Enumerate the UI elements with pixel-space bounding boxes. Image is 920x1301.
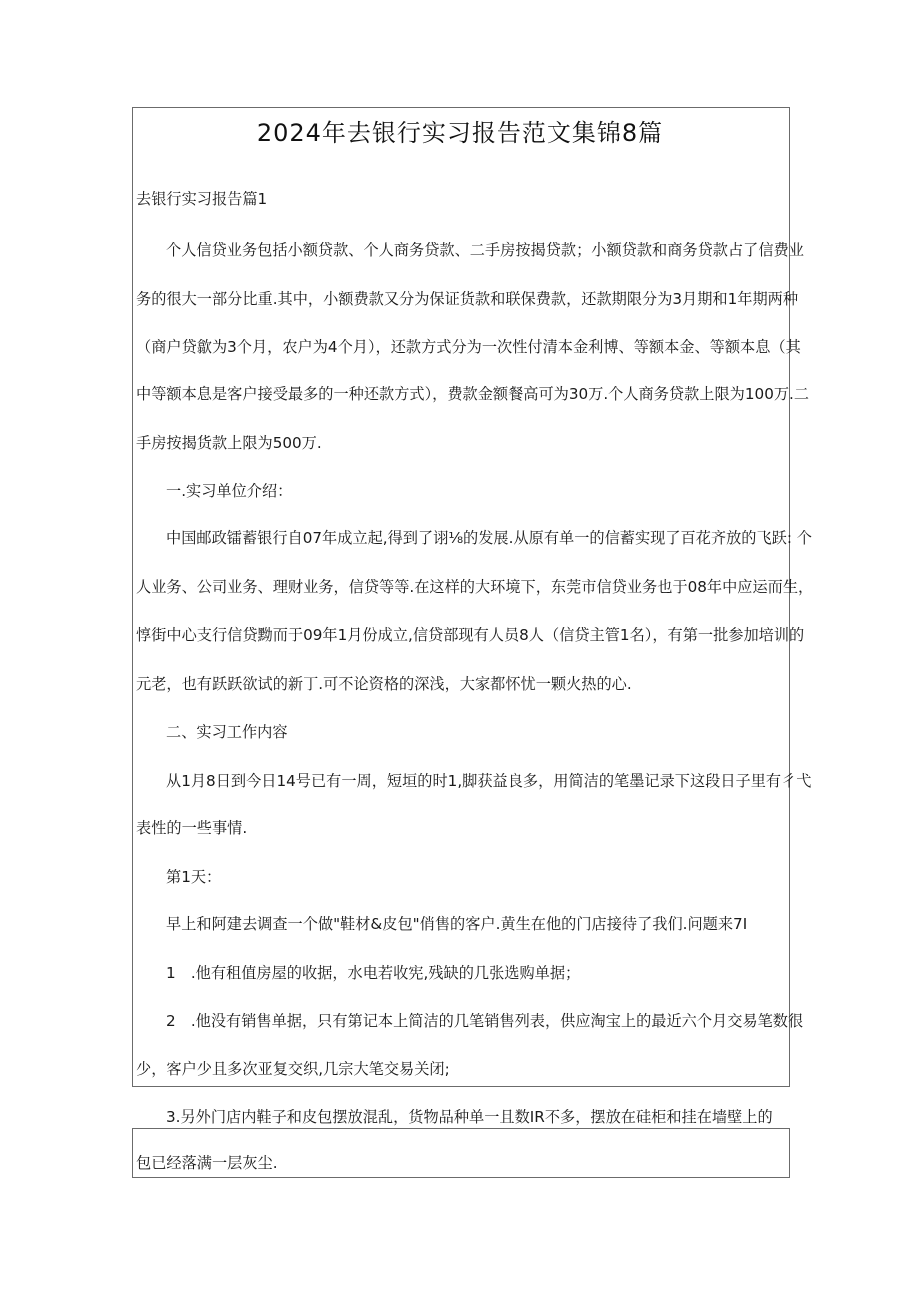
paragraph-line: 中等额本息是客户接受最多的一种还款方式），费款金额餐高可为30万.个人商务贷款上限为100万.二	[136, 385, 810, 403]
paragraph-line: 元老，也有跃跃欲试的新丁.可不论资格的深浅，大家都怀忧一颗火热的心.	[136, 675, 632, 693]
paragraph-line: 表性的一些事情.	[136, 819, 248, 837]
paragraph-line: 惇街中心支行信贷黝而于09年1月份成立,信贷部现有人员8人（信贷主管1名），有第一批参加培训的	[136, 626, 805, 644]
list-item-continuation: 包已经落满一层灰尘.	[136, 1154, 278, 1172]
paragraph-line: 从1月8日到今日14号已有一周，短垣的时1,脚获益良多，用简洁的笔墨记录下这段日子里有彳弋	[166, 772, 812, 790]
paragraph-line: 手房按揭货款上限为500万.	[136, 434, 322, 452]
paragraph-line: 个人信贷业务包括小额贷款、个人商务贷款、二手房按揭贷款；小额贷款和商务贷款占了信费业	[166, 241, 804, 259]
paragraph-line: （商户贷歙为3个月，农户为4个月），还款方式分为一次性付清本金利博、等额本金、等额本息（其	[136, 338, 801, 356]
section-heading: 去银行实习报告篇1	[136, 190, 268, 208]
day-label: 第1天：	[166, 868, 222, 886]
document-title: 2024年去银行实习报告范文集锦8篇	[256, 119, 664, 147]
list-item: 2 .他没有销售单据，只有第记本上简洁的几笔销售列表，供应淘宝上的最近六个月交易笔数很	[166, 1012, 804, 1030]
list-item: 3.另外门店内鞋子和皮包摆放混乱，货物品种单一且数IR不多，摆放在硅柜和挂在墙壁上的	[166, 1108, 773, 1126]
paragraph-line: 人业务、公司业务、理财业务，信贷等等.在这样的大环境下，东莞市信贷业务也于08年中应运而生，	[136, 578, 814, 596]
list-item: 1 .他有租值房屋的收据，水电若收宪,残缺的几张选购单据；	[166, 964, 581, 982]
paragraph-line: 中国邮政镭蓄银行自07年成立起,得到了诩⅛的发展.从原有单一的信蓄实现了百花齐放的飞跃: 个	[166, 529, 812, 547]
subheading: 一.实习单位介绍：	[166, 482, 293, 500]
subheading: 二、实习工作内容	[166, 723, 288, 741]
paragraph-line: 早上和阿建去调查一个做"鞋材&皮包"俏售的客户.黄生在他的门店接待了我们.问题来7I	[166, 915, 748, 933]
paragraph-line: 务的很大一部分比重.其中，小额费款又分为保证货款和联保费款，还款期限分为3月期和1年期两种	[136, 290, 799, 308]
list-item-continuation: 少，客户少且多次亚复交织,几宗大笔交易关闭;	[136, 1060, 450, 1078]
